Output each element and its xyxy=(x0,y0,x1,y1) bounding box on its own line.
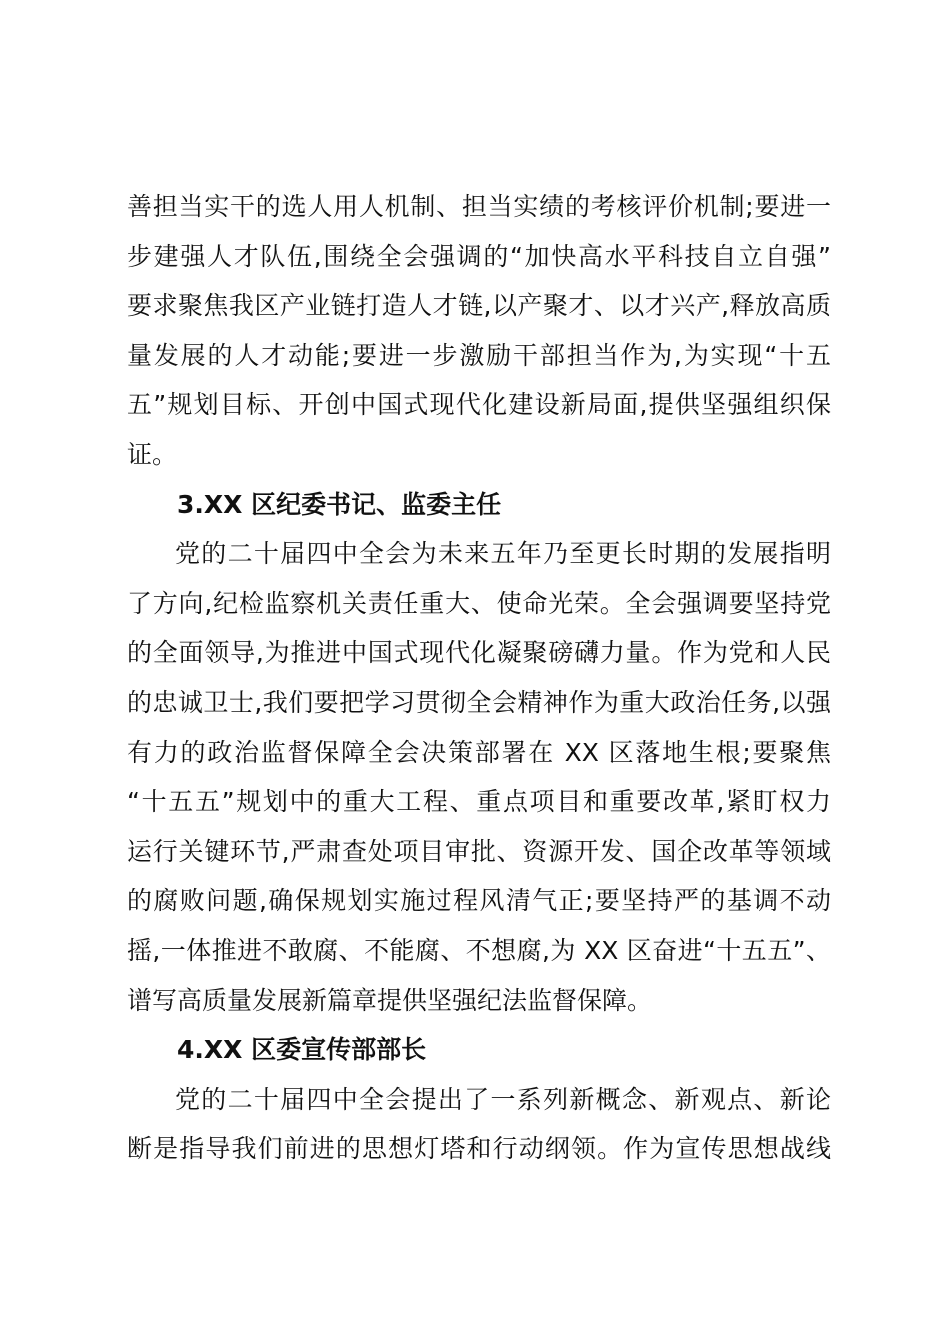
text-line: 有力的政治监督保障全会决策部署在 XX 区落地生根;要聚焦 xyxy=(127,737,831,767)
text-line: 的腐败问题,确保规划实施过程风清气正;要坚持严的基调不动 xyxy=(127,886,831,916)
text-line: 证。 xyxy=(127,439,178,469)
text-line: 党的二十届四中全会为未来五年乃至更长时期的发展指明 xyxy=(175,539,831,569)
text-line: 党的二十届四中全会提出了一系列新概念、新观点、新论 xyxy=(175,1084,831,1114)
text-line: 量发展的人才动能;要进一步激励干部担当作为,为实现“十五 xyxy=(127,340,831,370)
section-heading: 3.XX 区纪委书记、监委主任 xyxy=(177,489,502,519)
text-line: 步建强人才队伍,围绕全会强调的“加快高水平科技自立自强” xyxy=(127,241,831,271)
section3-paragraph xyxy=(127,529,831,1025)
text-line: 五”规划目标、开创中国式现代化建设新局面,提供坚强组织保 xyxy=(127,390,831,420)
text-line: “十五五”规划中的重大工程、重点项目和重要改革,紧盯权力 xyxy=(127,787,831,817)
document-page xyxy=(127,182,831,1174)
text-line: 要求聚焦我区产业链打造人才链,以产聚才、以才兴产,释放高质 xyxy=(127,291,831,321)
section-heading: 4.XX 区委宣传部部长 xyxy=(177,1035,427,1065)
text-line: 断是指导我们前进的思想灯塔和行动纲领。作为宣传思想战线 xyxy=(127,1134,831,1164)
text-line: 运行关键环节,严肃查处项目审批、资源开发、国企改革等领域 xyxy=(127,836,831,866)
text-line: 谱写高质量发展新篇章提供坚强纪法监督保障。 xyxy=(127,985,653,1015)
section4-paragraph xyxy=(127,1075,831,1174)
text-line: 摇,一体推进不敢腐、不能腐、不想腐,为 XX 区奋进“十五五”、 xyxy=(127,935,831,965)
paragraph-continued xyxy=(127,182,831,480)
text-line: 了方向,纪检监察机关责任重大、使命光荣。全会强调要坚持党 xyxy=(127,588,831,618)
text-line: 的忠诚卫士,我们要把学习贯彻全会精神作为重大政治任务,以强 xyxy=(127,687,831,717)
text-line: 的全面领导,为推进中国式现代化凝聚磅礴力量。作为党和人民 xyxy=(127,638,831,668)
text-line: 善担当实干的选人用人机制、担当实绩的考核评价机制;要进一 xyxy=(127,192,831,221)
